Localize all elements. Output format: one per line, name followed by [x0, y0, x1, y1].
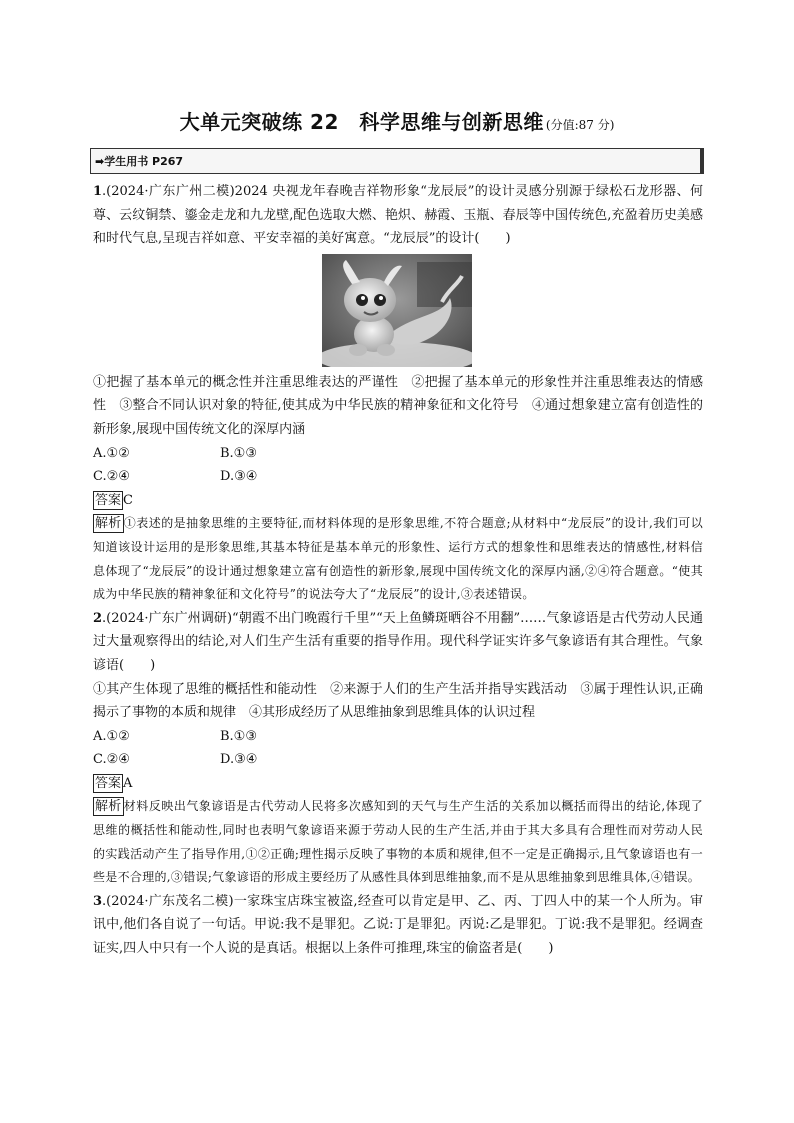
option-b: B.①③ — [220, 728, 257, 744]
question-content — [93, 180, 703, 961]
question-2-options-row-1 — [93, 725, 703, 749]
question-2-analysis — [93, 795, 703, 889]
option-d: D.③④ — [220, 752, 258, 768]
question-2-answer — [93, 772, 703, 796]
question-1-statements: ①把握了基本单元的概念性并注重思维表达的严谨性 ②把握了基本单元的形象性并注重思维表达的情感性 ③整合不同认识对象的特征,使其成为中华民族的精神象征和文化符号 ④通过想象建立富有创造性的新形象,展现中国传统文化的深厚内涵 — [93, 374, 703, 437]
question-1-answer — [93, 489, 703, 513]
question-1-text: .(2024·广东广州二模)2024 央视龙年春晚吉祥物形象“龙辰辰”的设计灵感分别源于绿松石龙形器、何尊、云纹铜禁、鎏金走龙和九龙壁,配色选取大燃、艳炽、赫霞、玉瓶、春辰等中国传统色,充盈着历史美感和时代气息,呈现吉祥如意、平安幸福的美好寓意。“龙辰辰”的设计( ) — [93, 184, 703, 247]
score-note: (分值:87 分) — [545, 118, 615, 132]
option-a: A.①② — [93, 445, 130, 461]
page-title — [0, 106, 794, 135]
dragon-mascot-image — [322, 254, 472, 367]
question-1-stem — [93, 180, 703, 251]
question-2-stem — [93, 607, 703, 678]
option-b: B.①③ — [220, 445, 257, 461]
question-2-text: .(2024·广东广州调研)“朝霞不出门晚霞行千里”“天上鱼鳞斑晒谷不用翻”……气象谚语是古代劳动人民通过大量观察得出的结论,对人们生产生活有重要的指导作用。现代科学证实许多气象谚语有其合理性。气象谚语( ) — [93, 610, 703, 673]
question-3-number: 3 — [93, 893, 103, 909]
option-a: A.①② — [93, 728, 130, 744]
answer-tag: 答案 — [95, 492, 122, 508]
question-2-number: 2 — [93, 610, 103, 626]
question-1-analysis — [93, 512, 703, 606]
dragon-mascot-illustration — [322, 254, 472, 367]
student-book-reference-bar — [90, 148, 704, 174]
answer-value: A — [123, 775, 133, 791]
analysis-tag: 解析 — [95, 799, 122, 815]
title-text: 大单元突破练 22 科学思维与创新思维 — [179, 110, 544, 134]
question-3-text: .(2024·广东茂名二模)一家珠宝店珠宝被盗,经查可以肯定是甲、乙、丙、丁四人中的某一个人所为。审讯中,他们各自说了一句话。甲说:我不是罪犯。乙说:丁是罪犯。丙说:乙是罪犯。丁说:我不是罪犯。经调查证实,四人中只有一个人说的是真话。根据以上条件可推理,珠宝的偷盗者是( ) — [93, 893, 703, 957]
answer-tag: 答案 — [95, 775, 122, 791]
book-ref-text: ➡学生用书 P267 — [95, 155, 184, 168]
analysis-text: 材料反映出气象谚语是古代劳动人民将多次感知到的天气与生产生活的关系加以概括而得出的结论,体现了思维的概括性和能动性,同时也表明气象谚语来源于劳动人民的生产生活,并由于其大多具有合理性而对劳动人民的实践活动产生了指导作用,①②正确;理性揭示反映了事物的本质和规律,但不一定是正确揭示,且气象谚语也有一些是不合理的,③错误;气象谚语的形成主要经历了从感性具体到思维抽象,而不是从思维抽象到思维具体,④错误。 — [93, 799, 703, 885]
answer-value: C — [123, 492, 133, 508]
question-2-statements: ①其产生体现了思维的概括性和能动性 ②来源于人们的生产生活并指导实践活动 ③属于理性认识,正确揭示了事物的本质和规律 ④其形成经历了从思维抽象到思维具体的认识过程 — [93, 681, 703, 721]
question-1-options-row-1 — [93, 442, 703, 466]
option-c: C.②④ — [93, 469, 130, 485]
analysis-tag: 解析 — [95, 516, 122, 532]
question-3-stem — [93, 890, 703, 961]
question-1-number: 1 — [93, 184, 103, 199]
analysis-text: ①表述的是抽象思维的主要特征,而材料体现的是形象思维,不符合题意;从材料中“龙辰辰”的设计,我们可以知道该设计运用的是形象思维,其基本特征是基本单元的形象性、运行方式的想象性和思维表达的情感性,材料信息体现了“龙辰辰”的设计通过想象建立富有创造性的新形象,展现中国传统文化的深厚内涵,②④符合题意。“使其成为中华民族的精神象征和文化符号”的说法夸大了“龙辰辰”的设计,③表述错误。 — [93, 516, 703, 602]
question-2-options-row-2 — [93, 748, 703, 772]
option-d: D.③④ — [220, 469, 258, 485]
option-c: C.②④ — [93, 752, 130, 768]
question-1-options-row-2 — [93, 465, 703, 489]
